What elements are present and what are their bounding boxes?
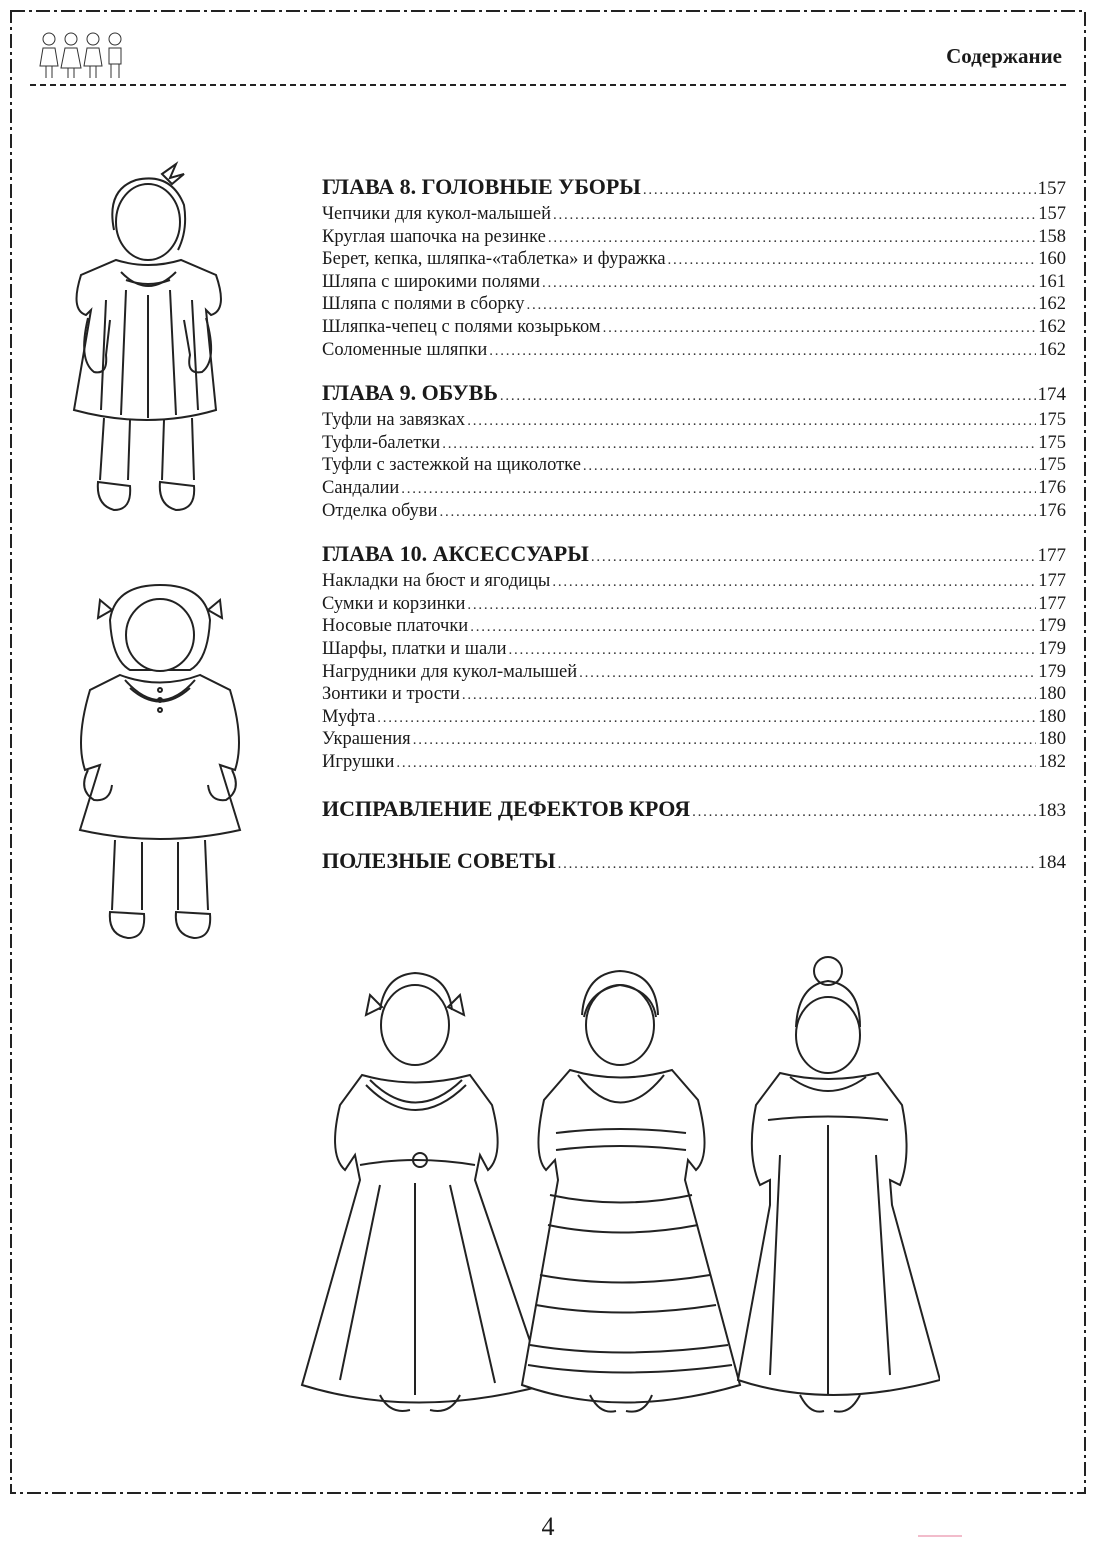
toc-leader-dots (439, 501, 1036, 522)
toc-page-number: 180 (1038, 729, 1066, 750)
toc-leader-dots (579, 662, 1036, 683)
toc-page-number: 184 (1037, 852, 1066, 874)
toc-leader-dots (489, 340, 1036, 361)
toc-leader-dots (692, 796, 1035, 822)
toc-section-useful-tips[interactable] (322, 848, 1066, 878)
toc-leader-dots (668, 249, 1037, 270)
section-title: Содержание (946, 44, 1062, 68)
toc-leader-dots (396, 752, 1036, 773)
toc-leader-dots (527, 294, 1037, 315)
toc-page-number: 180 (1038, 684, 1066, 705)
toc-item-title: Шляпа с полями в сборку (322, 294, 525, 315)
toc-leader-dots (552, 571, 1036, 592)
table-of-contents (322, 170, 1066, 878)
toc-leader-dots (467, 594, 1036, 615)
toc-item-title: Соломенные шляпки (322, 339, 488, 360)
toc-item[interactable] (322, 662, 1066, 685)
toc-leader-dots (500, 380, 1036, 406)
toc-page-number: 179 (1038, 661, 1066, 682)
toc-chapter-9[interactable] (322, 380, 1066, 410)
toc-item[interactable] (322, 340, 1066, 363)
toc-item[interactable] (322, 249, 1066, 272)
toc-item-title: Шляпка-чепец с полями козырьком (322, 316, 601, 337)
toc-leader-dots (467, 410, 1036, 431)
toc-chapter-title: ГЛАВА 10. АКСЕССУАРЫ (322, 541, 589, 567)
toc-page-number: 160 (1038, 249, 1066, 270)
toc-item[interactable] (322, 684, 1066, 707)
toc-item[interactable] (322, 594, 1066, 617)
toc-leader-dots (509, 639, 1037, 660)
toc-leader-dots (401, 478, 1036, 499)
toc-page-number: 177 (1038, 571, 1066, 592)
toc-chapter-title: ГЛАВА 9. ОБУВЬ (322, 380, 498, 406)
toc-leader-dots (591, 541, 1036, 567)
toc-item[interactable] (322, 272, 1066, 295)
toc-item-title: Нагрудники для кукол-малышей (322, 661, 578, 682)
toc-page-number: 162 (1038, 294, 1066, 315)
toc-page-number: 177 (1037, 545, 1066, 567)
toc-item[interactable] (322, 752, 1066, 775)
toc-item[interactable] (322, 317, 1066, 340)
toc-item-title: Носовые платочки (322, 616, 469, 637)
toc-item-title: Сумки и корзинки (322, 593, 466, 614)
toc-leader-dots (462, 684, 1036, 705)
toc-page-number: 157 (1038, 204, 1066, 224)
toc-section-cut-defects[interactable] (322, 796, 1066, 826)
toc-page-number: 158 (1038, 226, 1066, 247)
toc-leader-dots (542, 272, 1036, 293)
toc-item[interactable] (322, 707, 1066, 730)
toc-leader-dots (413, 729, 1037, 750)
toc-chapter-title: ГЛАВА 8. ГОЛОВНЫЕ УБОРЫ (322, 174, 641, 199)
toc-item[interactable] (322, 639, 1066, 662)
toc-item-title: Круглая шапочка на резинке (322, 226, 546, 247)
toc-section-title: ИСПРАВЛЕНИЕ ДЕФЕКТОВ КРОЯ (322, 796, 691, 822)
toc-page-number: 180 (1038, 706, 1066, 727)
toc-item[interactable] (322, 478, 1066, 501)
toc-leader-dots (583, 455, 1036, 476)
toc-page-number: 174 (1037, 384, 1066, 406)
toc-page-number: 175 (1038, 455, 1066, 476)
toc-item[interactable] (322, 410, 1066, 433)
toc-page-number: 161 (1038, 271, 1066, 292)
doll-illustration-short-dress (66, 160, 236, 535)
header-divider (30, 84, 1066, 86)
toc-item[interactable] (322, 571, 1066, 594)
toc-leader-dots (643, 174, 1036, 200)
toc-item-title: Зонтики и трости (322, 684, 460, 705)
toc-page-number: 175 (1038, 432, 1066, 453)
toc-leader-dots (377, 707, 1036, 728)
accent-mark (918, 1535, 962, 1537)
toc-item-title: Туфли с застежкой на щиколотке (322, 455, 581, 476)
page-number: 4 (541, 1512, 555, 1541)
toc-item-title: Накладки на бюст и ягодицы (322, 571, 551, 592)
toc-item-title: Отделка обуви (322, 500, 438, 521)
toc-leader-dots (442, 433, 1036, 454)
toc-page-number: 179 (1038, 616, 1066, 637)
toc-item-title: Муфта (322, 706, 376, 727)
toc-item-title: Туфли на завязках (322, 410, 466, 431)
toc-page-number: 162 (1038, 316, 1066, 337)
toc-item[interactable] (322, 501, 1066, 524)
toc-page-number: 176 (1038, 500, 1066, 521)
toc-page-number: 176 (1038, 477, 1066, 498)
three-dolls-long-dresses-illustration (300, 955, 940, 1425)
toc-page-number: 177 (1038, 593, 1066, 614)
toc-item-title: Игрушки (322, 751, 395, 772)
toc-page-number: 179 (1038, 638, 1066, 659)
toc-item-title: Чепчики для кукол-малышей (322, 204, 552, 224)
toc-page-number: 183 (1037, 800, 1066, 822)
toc-item[interactable] (322, 729, 1066, 752)
doll-illustration-bonnet-dress (70, 580, 250, 950)
toc-leader-dots (548, 227, 1036, 248)
toc-page-number: 157 (1037, 178, 1066, 199)
toc-item[interactable] (322, 227, 1066, 250)
toc-item-title: Туфли-балетки (322, 432, 441, 453)
toc-chapter-10[interactable] (322, 541, 1066, 571)
toc-page-number: 182 (1038, 751, 1066, 772)
toc-leader-dots (470, 616, 1036, 637)
toc-item-title: Шарфы, платки и шали (322, 638, 507, 659)
toc-page-number: 175 (1038, 410, 1066, 431)
toc-chapter-8[interactable] (322, 174, 1066, 204)
dolls-logo-icon (36, 30, 132, 82)
toc-item[interactable] (322, 433, 1066, 456)
toc-leader-dots (603, 317, 1037, 338)
toc-item-title: Шляпа с широкими полями (322, 271, 540, 292)
toc-item[interactable] (322, 204, 1066, 227)
toc-item[interactable] (322, 294, 1066, 317)
toc-item-title: Украшения (322, 729, 411, 750)
toc-leader-dots (558, 848, 1036, 874)
toc-section-title: ПОЛЕЗНЫЕ СОВЕТЫ (322, 848, 556, 874)
toc-item[interactable] (322, 616, 1066, 639)
toc-item[interactable] (322, 455, 1066, 478)
toc-item-title: Берет, кепка, шляпка-«таблетка» и фуражка (322, 249, 666, 270)
toc-page-number: 162 (1038, 339, 1066, 360)
toc-item-title: Сандалии (322, 477, 400, 498)
toc-leader-dots (553, 204, 1036, 225)
